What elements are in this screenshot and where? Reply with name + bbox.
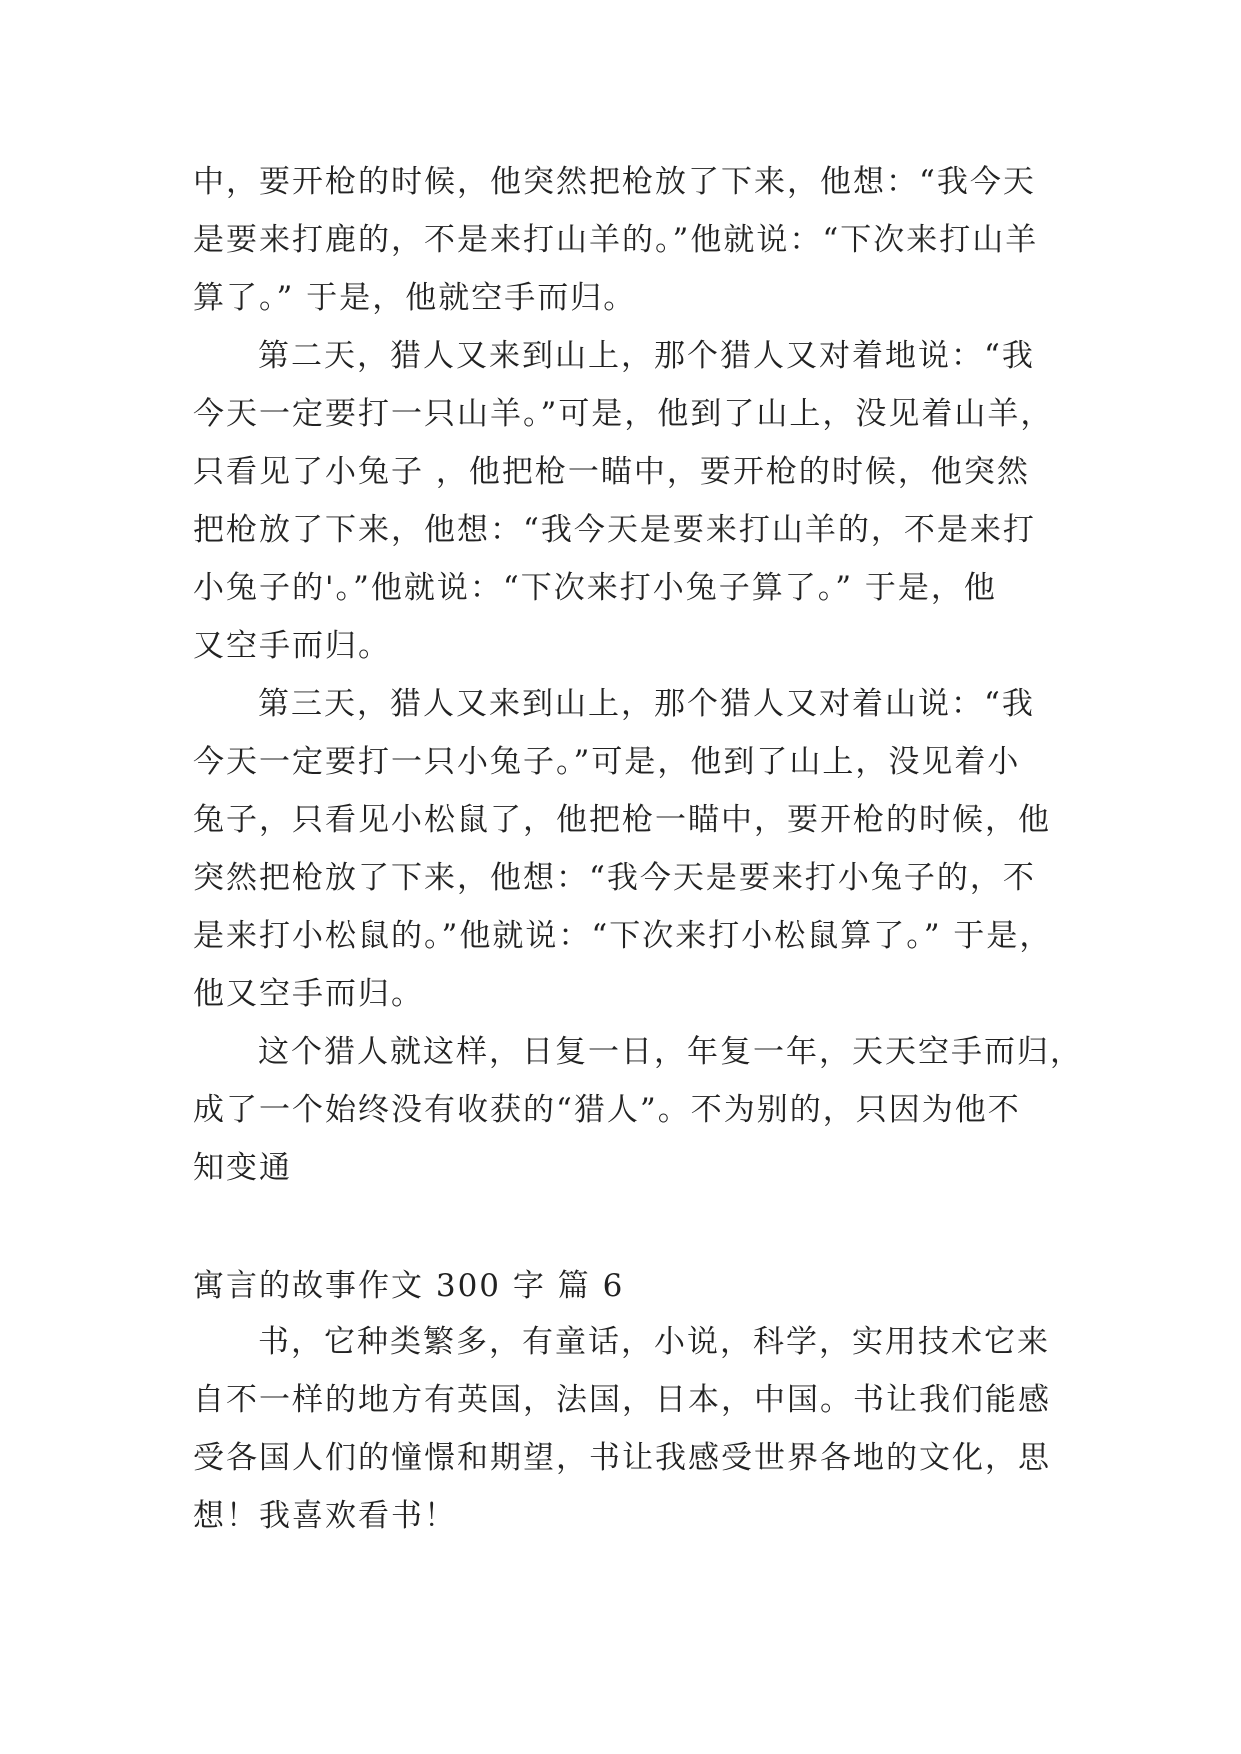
text-line: 自不一样的地方有英国，法国，日本，中国。书让我们能感 bbox=[193, 1382, 1051, 1418]
text-line: 算了。” 于是，他就空手而归。 bbox=[193, 280, 637, 316]
paragraph-first-line: 书，它种类繁多，有童话，小说，科学，实用技术它来 bbox=[258, 1324, 1050, 1360]
text-line: 知变通 bbox=[193, 1150, 292, 1186]
text-line: 是要来打鹿的，不是来打山羊的。”他就说：“下次来打山羊 bbox=[193, 222, 1039, 258]
text-line: 想！我喜欢看书！ bbox=[193, 1498, 457, 1534]
paragraph-first-line: 第二天，猎人又来到山上，那个猎人又对着地说：“我 bbox=[258, 338, 1035, 374]
text-line: 小兔子的'。”他就说：“下次来打小兔子算了。” 于是，他 bbox=[193, 570, 997, 606]
text-line: 是来打小松鼠的。”他就说：“下次来打小松鼠算了。” 于是， bbox=[193, 918, 1053, 954]
text-line: 突然把枪放了下来，他想：“我今天是要来打小兔子的，不 bbox=[193, 860, 1036, 896]
text-line: 又空手而归。 bbox=[193, 628, 391, 664]
paragraph-first-line: 这个猎人就这样，日复一日，年复一年，天天空手而归， bbox=[258, 1034, 1083, 1070]
text-line: 兔子，只看见小松鼠了，他把枪一瞄中，要开枪的时候，他 bbox=[193, 802, 1051, 838]
text-line: 今天一定要打一只小兔子。”可是，他到了山上，没见着小 bbox=[193, 744, 1021, 780]
text-line: 把枪放了下来，他想：“我今天是要来打山羊的，不是来打 bbox=[193, 512, 1036, 548]
section-title: 寓言的故事作文 300 字 篇 6 bbox=[193, 1268, 625, 1304]
text-line: 成了一个始终没有收获的“猎人”。不为别的，只因为他不 bbox=[193, 1092, 1021, 1128]
text-line: 受各国人们的憧憬和期望，书让我感受世界各地的文化，思 bbox=[193, 1440, 1051, 1476]
paragraph-first-line: 第三天，猎人又来到山上，那个猎人又对着山说：“我 bbox=[258, 686, 1035, 722]
text-line: 中，要开枪的时候，他突然把枪放了下来，他想：“我今天 bbox=[193, 164, 1036, 200]
text-line: 只看见了小兔子 ，他把枪一瞄中，要开枪的时候，他突然 bbox=[193, 454, 1030, 490]
text-line: 今天一定要打一只山羊。”可是，他到了山上，没见着山羊， bbox=[193, 396, 1054, 432]
text-line: 他又空手而归。 bbox=[193, 976, 424, 1012]
